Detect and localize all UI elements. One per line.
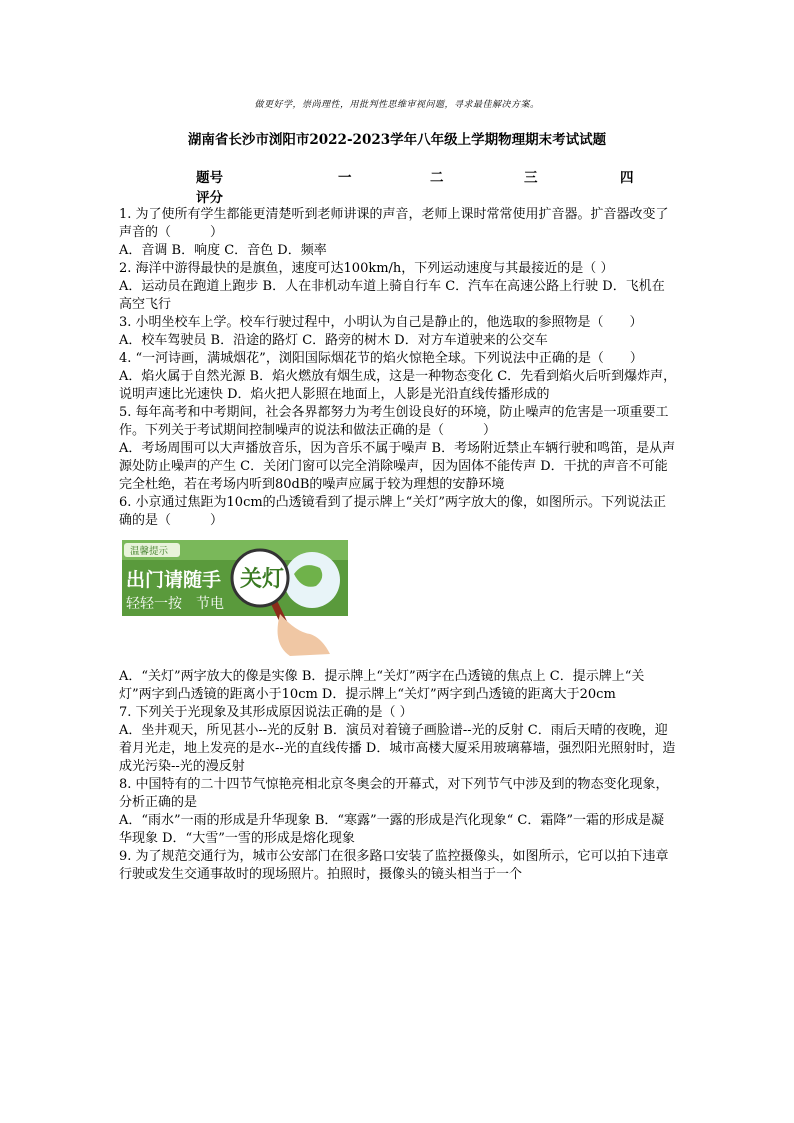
- q4-stem: 4. “一河诗画，满城烟花”，浏阳国际烟花节的焰火惊艳全球。下列说法中正确的是（ ）: [119, 351, 643, 366]
- q7-options: A．坐井观天，所见甚小--光的反射 B．演员对着镜子画脸谱--光的反射 C．雨后天晴的夜晚，迎着月光走，地上发亮的是水--光的直线传播 D．城市高楼大厦采用玻璃幕墙，强烈阳光照射时，造成光污染--光的漫反射: [119, 723, 676, 774]
- score-col-2: 二: [430, 170, 444, 186]
- page-title: 湖南省长沙市浏阳市2022-2023学年八年级上学期物理期末考试试题: [187, 132, 607, 148]
- sign-line1: 出门请随手: [126, 569, 222, 591]
- q2-options: A．运动员在跑道上跑步 B．人在非机动车道上骑自行车 C．汽车在高速公路上行驶 D．飞机在高空飞行: [119, 279, 665, 312]
- question-list: [119, 206, 677, 884]
- q3-options: A．校车驾驶员 B．沿途的路灯 C．路旁的树木 D．对方车道驶来的公交车: [119, 333, 548, 348]
- header-motto: 做更好学，崇尚理性，用批判性思维审视问题，寻求最佳解决方案。: [254, 100, 540, 110]
- score-col-1: 一: [338, 170, 352, 186]
- sign-tag: 温馨提示: [130, 546, 169, 557]
- q8-options: A．“雨水”一雨的形成是升华现象 B．“寒露”一露的形成是汽化现象“ C．霜降”一霜的形成是凝华现象 D．“大雪”一雪的形成是熔化现象: [119, 813, 665, 846]
- sign-magnified-text: 关灯: [240, 567, 285, 592]
- q6-options: A．“关灯”两字放大的像是实像 B．提示牌上“关灯”两字在凸透镜的焦点上 C．提示牌上“关灯”两字到凸透镜的距离小于10cm D．提示牌上“关灯”两字到凸透镜的距离大于20cm: [119, 669, 645, 702]
- score-col-4: 四: [620, 170, 634, 186]
- q1-options: A．音调 B．响度 C．音色 D．频率: [119, 243, 327, 258]
- q4-options: A．焰火属于自然光源 B．焰火燃放有烟生成，这是一种物态变化 C．先看到焰火后听到爆炸声，说明声速比光速快 D．焰火把人影照在地面上，人影是光沿直线传播形成的: [119, 369, 677, 402]
- sign-line2: 轻轻一按 节电: [126, 596, 224, 612]
- q5-options: A．考场周围可以大声播放音乐，因为音乐不属于噪声 B．考场附近禁止车辆行驶和鸣笛，是从声源处防止噪声的产生 C．关闭门窗可以完全消除噪声，因为固体不能传声 D．干扰的声音不可能完全杜绝，若在考场内听到80dB的噪声应属于较为理想的安静环境: [119, 441, 676, 492]
- q2-stem: 2. 海洋中游得最快的是旗鱼，速度可达100km/h，下列运动速度与其最接近的是（ ）: [119, 261, 614, 276]
- q9-stem: 9. 为了规范交通行为，城市公安部门在很多路口安装了监控摄像头，如图所示，它可以拍下违章行驶或发生交通事故时的现场照片。拍照时，摄像头的镜头相当于一个: [119, 849, 669, 882]
- q1-stem: 1. 为了使所有学生都能更清楚听到老师讲课的声音，老师上课时常常使用扩音器。扩音器改变了声音的（ ）: [119, 207, 669, 240]
- score-col-3: 三: [524, 170, 538, 186]
- q8-stem: 8. 中国特有的二十四节气惊艳亮相北京冬奥会的开幕式，对下列节气中涉及到的物态变化现象，分析正确的是: [119, 777, 669, 810]
- magnifier-over-sign-icon: [122, 540, 350, 658]
- q3-stem: 3. 小明坐校车上学。校车行驶过程中，小明认为自己是静止的，他选取的参照物是（ ）: [119, 315, 643, 330]
- score-table: [0, 166, 794, 206]
- q6-stem: 6. 小京通过焦距为10cm的凸透镜看到了提示牌上“关灯”两字放大的像，如图所示。下列说法正确的是（ ）: [119, 495, 666, 528]
- score-label-score: 评分: [196, 190, 223, 206]
- score-label-number: 题号: [196, 170, 223, 186]
- q7-stem: 7. 下列关于光现象及其形成原因说法正确的是（ ）: [119, 705, 413, 720]
- q6-figure: [122, 540, 350, 658]
- q5-stem: 5. 每年高考和中考期间，社会各界都努力为考生创设良好的环境，防止噪声的危害是一项重要工作。下列关于考试期间控制噪声的说法和做法正确的是（ ）: [119, 405, 669, 438]
